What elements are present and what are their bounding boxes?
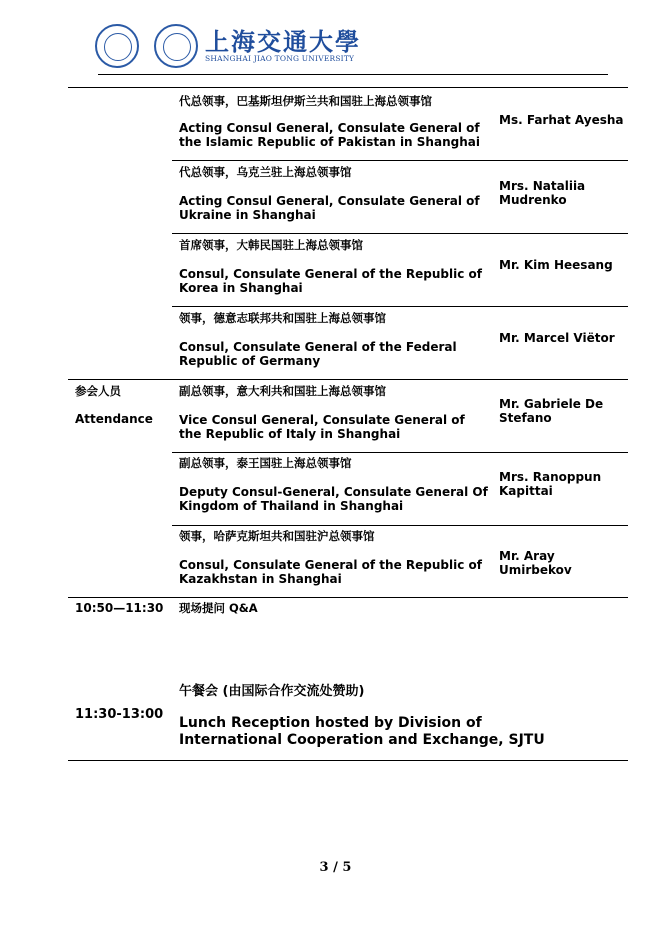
- attendee-name: Mrs. Nataliia Mudrenko: [499, 179, 586, 207]
- row-divider: [172, 160, 628, 161]
- attendee-name: Ms. Farhat Ayesha: [499, 113, 624, 127]
- lunch-time: 11:30-13:00: [75, 707, 164, 722]
- table-rule: [68, 87, 628, 88]
- org-en: Acting Consul General, Consulate General of the Islamic Republic of Pakistan in Shanghai: [179, 121, 480, 149]
- org-en: Vice Consul General, Consulate General of the Republic of Italy in Shanghai: [179, 413, 465, 441]
- org-cn: 代总领事，乌克兰驻上海总领事馆: [179, 165, 352, 179]
- header-divider: [98, 74, 608, 75]
- org-en: Consul, Consulate General of the Federal Republic of Germany: [179, 340, 457, 368]
- table-rule: [68, 760, 628, 761]
- org-cn: 代总领事，巴基斯坦伊斯兰共和国驻上海总领事馆: [179, 94, 432, 108]
- attendee-name: Mrs. Ranoppun Kapittai: [499, 470, 602, 498]
- qa-text: 现场提问 Q&A: [179, 601, 258, 615]
- org-en: Consul, Consulate General of the Republic of Kazakhstan in Shanghai: [179, 558, 482, 586]
- lunch-title-cn: 午餐会 (由国际合作交流处赞助): [179, 684, 365, 699]
- row-divider: [172, 306, 628, 307]
- institute-logo-icon: [95, 24, 139, 68]
- qa-time: 10:50—11:30: [75, 601, 164, 615]
- university-name-cn: 上海交通大學: [205, 27, 361, 56]
- org-cn: 领事，德意志联邦共和国驻上海总领事馆: [179, 311, 386, 325]
- row-divider: [172, 452, 628, 453]
- university-name-en: SHANGHAI JIAO TONG UNIVERSITY: [205, 54, 355, 63]
- org-cn: 副总领事，泰王国驻上海总领事馆: [179, 456, 352, 470]
- sjtu-seal-icon: [154, 24, 198, 68]
- attendee-name: Mr. Aray Umirbekov: [499, 549, 572, 577]
- attendee-name: Mr. Marcel Viëtor: [499, 331, 615, 345]
- attendee-name: Mr. Kim Heesang: [499, 258, 613, 272]
- row-divider: [172, 233, 628, 234]
- org-cn: 副总领事，意大利共和国驻上海总领事馆: [179, 384, 386, 398]
- table-rule: [68, 379, 628, 380]
- attendee-name: Mr. Gabriele De Stefano: [499, 397, 604, 425]
- page-number: 3 / 5: [319, 860, 352, 875]
- table-rule: [68, 597, 628, 598]
- org-en: Deputy Consul-General, Consulate General Of Kingdom of Thailand in Shanghai: [179, 485, 488, 513]
- attendance-label-en: Attendance: [75, 412, 153, 426]
- org-en: Consul, Consulate General of the Republic of Korea in Shanghai: [179, 267, 482, 295]
- page-header: [95, 22, 615, 74]
- lunch-title-en: Lunch Reception hosted by Division of International Cooperation and Exchange, SJTU: [179, 715, 545, 748]
- org-en: Acting Consul General, Consulate General of Ukraine in Shanghai: [179, 194, 480, 222]
- attendance-label-cn: 参会人员: [75, 384, 121, 398]
- org-cn: 首席领事，大韩民国驻上海总领事馆: [179, 238, 363, 252]
- org-cn: 领事，哈萨克斯坦共和国驻沪总领事馆: [179, 529, 375, 543]
- row-divider: [172, 525, 628, 526]
